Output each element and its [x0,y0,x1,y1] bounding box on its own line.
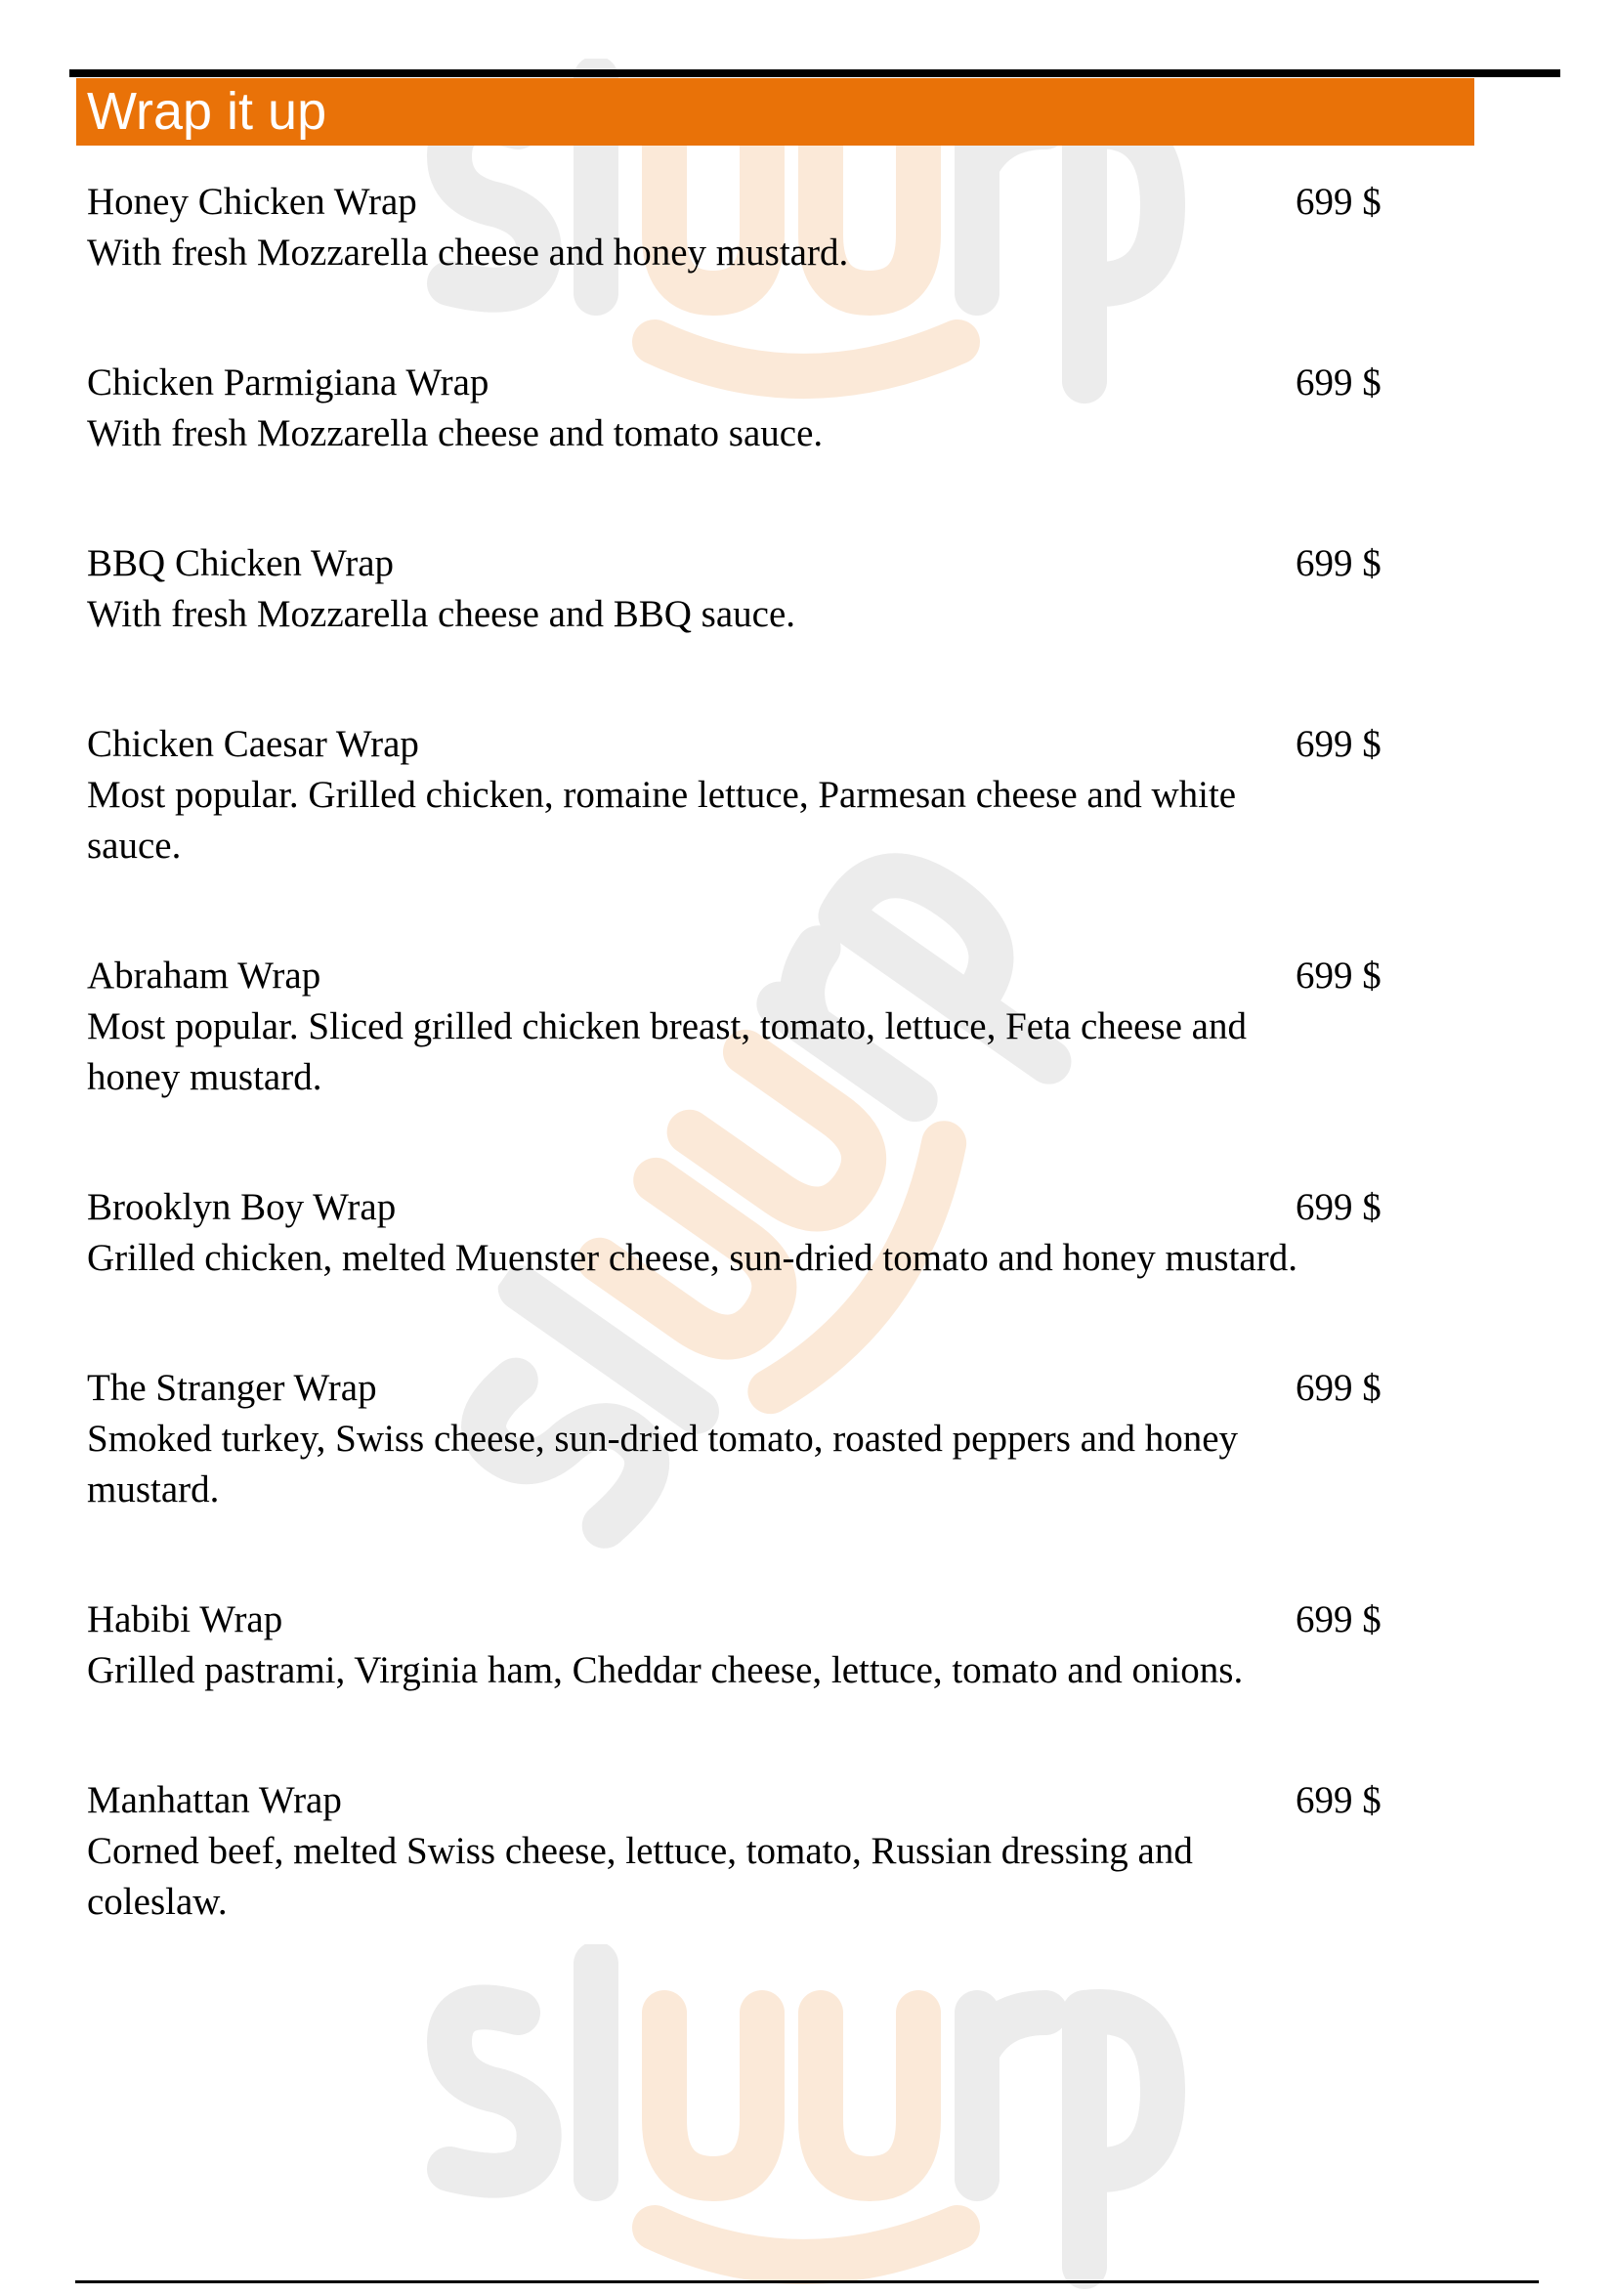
item-description: Grilled pastrami, Virginia ham, Cheddar cheese, lettuce, tomato and onions. [87,1649,1244,1691]
item-description: With fresh Mozzarella cheese and BBQ sauce. [87,593,796,635]
menu-item [87,1775,1494,1928]
item-price: 699 $ [1296,723,1382,765]
item-price: 699 $ [1296,1779,1382,1821]
menu-item [87,538,1494,640]
item-description: With fresh Mozzarella cheese and tomato sauce. [87,412,824,454]
item-description: Smoked turkey, Swiss cheese, sun-dried tomato, roasted peppers and honey mustard. [87,1418,1239,1510]
menu-item [87,1594,1494,1696]
section-header [76,78,1474,146]
item-name: Chicken Parmigiana Wrap [87,361,489,404]
menu-item [87,1182,1494,1284]
menu-item [87,951,1494,1103]
item-price: 699 $ [1296,361,1382,404]
item-description: Corned beef, melted Swiss cheese, lettuce, tomato, Russian dressing and coleslaw. [87,1830,1193,1923]
item-price: 699 $ [1296,542,1382,584]
item-price: 699 $ [1296,1598,1382,1640]
item-price: 699 $ [1296,1367,1382,1409]
item-price: 699 $ [1296,955,1382,997]
item-name: The Stranger Wrap [87,1367,377,1409]
item-name: Brooklyn Boy Wrap [87,1186,397,1228]
section-title: Wrap it up [87,82,327,141]
menu-list [87,177,1494,2007]
item-price: 699 $ [1296,181,1382,223]
item-name: Abraham Wrap [87,955,321,997]
menu-item [87,358,1494,459]
item-name: Honey Chicken Wrap [87,181,417,223]
top-divider [69,69,1560,77]
menu-item [87,177,1494,278]
bottom-divider [75,2280,1539,2283]
item-description: Most popular. Sliced grilled chicken breast, tomato, lettuce, Feta cheese and honey mustard. [87,1005,1247,1098]
item-description: With fresh Mozzarella cheese and honey mustard. [87,232,849,274]
menu-item [87,1363,1494,1515]
item-name: Habibi Wrap [87,1598,283,1640]
item-name: Manhattan Wrap [87,1779,342,1821]
item-description: Grilled chicken, melted Muenster cheese, sun-dried tomato and honey mustard. [87,1237,1297,1279]
item-price: 699 $ [1296,1186,1382,1228]
item-name: BBQ Chicken Wrap [87,542,394,584]
item-name: Chicken Caesar Wrap [87,723,419,765]
menu-item [87,719,1494,872]
item-description: Most popular. Grilled chicken, romaine lettuce, Parmesan cheese and white sauce. [87,774,1237,867]
